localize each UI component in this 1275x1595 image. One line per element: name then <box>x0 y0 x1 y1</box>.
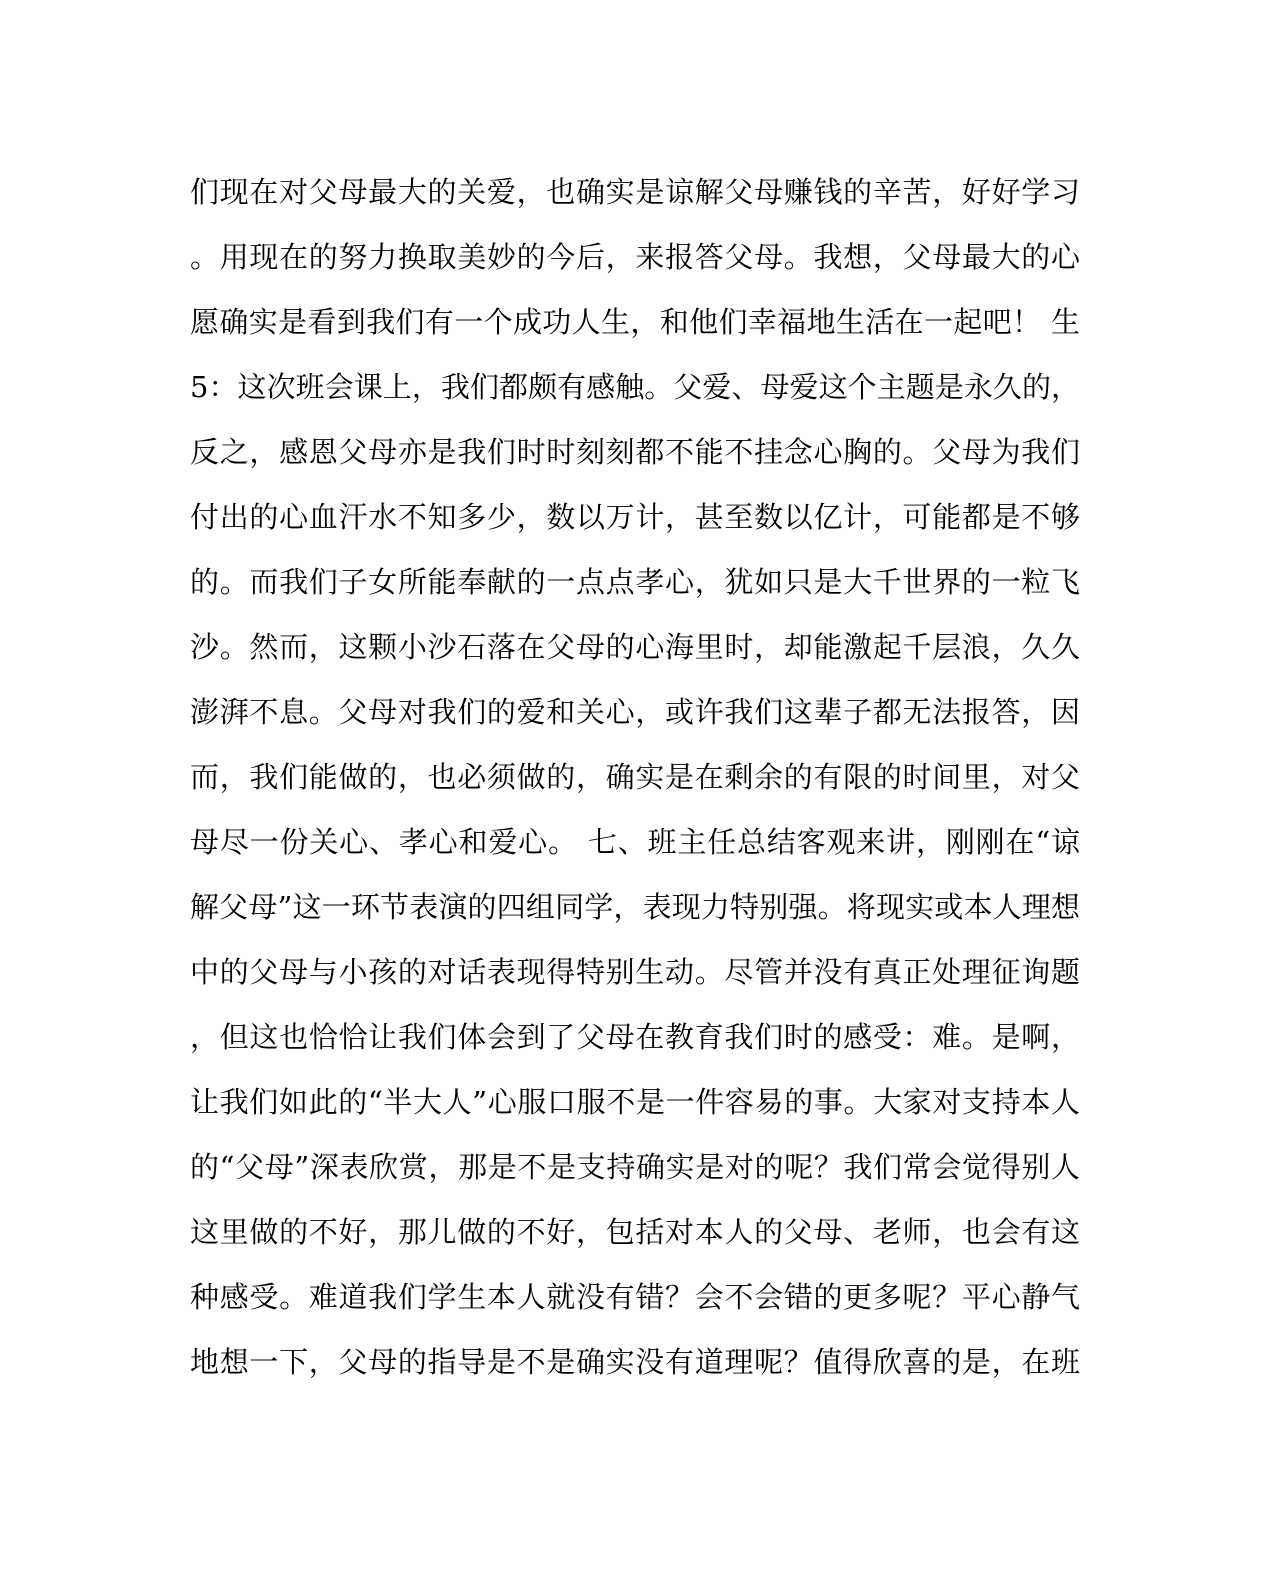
text-line: 。用现在的努力换取美妙的今后，来报答父母。我想，父母最大的心 <box>190 240 1080 274</box>
text-line: 这里做的不好，那儿做的不好，包括对本人的父母、老师，也会有这 <box>190 1215 1080 1249</box>
text-line: 愿确实是看到我们有一个成功人生，和他们幸福地生活在一起吧！ 生 <box>190 305 1080 339</box>
text-line: 种感受。难道我们学生本人就没有错？会不会错的更多呢？平心静气 <box>190 1280 1080 1314</box>
text-line: 沙。然而，这颗小沙石落在父母的心海里时，却能激起千层浪，久久 <box>190 630 1080 664</box>
text-line: 母尽一份关心、孝心和爱心。 七、班主任总结客观来讲，刚刚在“谅 <box>190 825 1080 859</box>
text-line: 们现在对父母最大的关爱，也确实是谅解父母赚钱的辛苦，好好学习 <box>190 175 1080 209</box>
text-line: 澎湃不息。父母对我们的爱和关心，或许我们这辈子都无法报答，因 <box>190 695 1080 729</box>
text-line: 的“父母”深表欣赏，那是不是支持确实是对的呢？我们常会觉得别人 <box>190 1150 1080 1184</box>
text-line: 的。而我们子女所能奉献的一点点孝心，犹如只是大千世界的一粒飞 <box>190 565 1080 599</box>
text-line: 解父母”这一环节表演的四组同学，表现力特别强。将现实或本人理想 <box>190 890 1080 924</box>
text-line: 让我们如此的“半大人”心服口服不是一件容易的事。大家对支持本人 <box>190 1085 1080 1119</box>
text-line: 中的父母与小孩的对话表现得特别生动。尽管并没有真正处理征询题 <box>190 955 1080 989</box>
text-line: 反之，感恩父母亦是我们时时刻刻都不能不挂念心胸的。父母为我们 <box>190 435 1080 469</box>
text-line: ，但这也恰恰让我们体会到了父母在教育我们时的感受：难。是啊， <box>190 1020 1080 1054</box>
text-line: 而，我们能做的，也必须做的，确实是在剩余的有限的时间里，对父 <box>190 760 1080 794</box>
text-line: 地想一下，父母的指导是不是确实没有道理呢？值得欣喜的是，在班 <box>190 1345 1080 1379</box>
text-line: 付出的心血汗水不知多少，数以万计，甚至数以亿计，可能都是不够 <box>190 500 1080 534</box>
body-text <box>190 160 1080 1395</box>
text-line: 5：这次班会课上，我们都颇有感触。父爱、母爱这个主题是永久的， <box>190 370 1080 404</box>
